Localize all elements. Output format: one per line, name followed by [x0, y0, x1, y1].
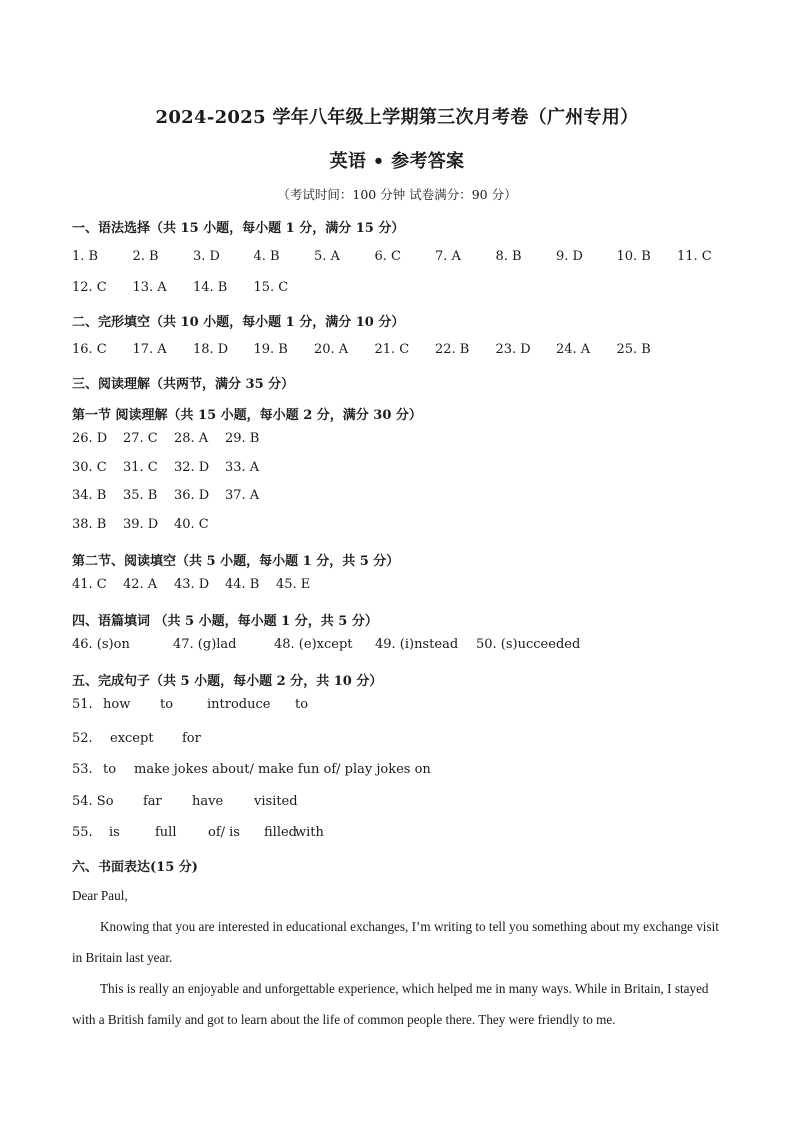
sentence-53 [72, 762, 732, 777]
section-grammar: 一、语法选择（共 15 小题，每小题 1 分，满分 15 分） [72, 221, 405, 236]
exam-title: 2024-2025 学年八年级上学期第三次月考卷（广州专用） [155, 107, 639, 128]
letter-paragraph-2: This is really an enjoyable and unforgettable experience, which helped me in many ways. While in Britain, I stayed with a British family and got to learn about the life of common people there. They were friendly to me. [72, 981, 709, 1027]
answer-item: 43. D [174, 577, 210, 592]
answer-item: 9. D [556, 249, 583, 264]
answer-row-8 [72, 577, 732, 592]
answer-item: 14. B [193, 280, 228, 295]
answer-item: 28. A [174, 431, 209, 446]
sentence-word: 53. [72, 762, 93, 777]
answer-item: 18. D [193, 342, 229, 357]
answer-row-4 [72, 431, 732, 446]
answer-item: 44. B [225, 577, 260, 592]
answer-row-6 [72, 488, 732, 503]
section-writing: 六、书面表达(15 分) [72, 860, 198, 875]
answer-item: 5. A [314, 249, 340, 264]
answer-row-2 [72, 280, 732, 295]
answer-item: 24. A [556, 342, 591, 357]
sentence-word: far [143, 794, 162, 809]
answer-item: 38. B [72, 517, 107, 532]
answer-item: 48. (e)xcept [274, 637, 353, 652]
sentence-word: to [295, 697, 309, 712]
sentence-word: make jokes about/ make fun of/ play jokes on [134, 762, 431, 777]
sentence-word: of/ is [208, 825, 240, 840]
answer-item: 46. (s)on [72, 637, 130, 652]
answer-item: 30. C [72, 460, 107, 475]
answer-item: 42. A [123, 577, 158, 592]
sentence-55 [72, 825, 732, 840]
answer-item: 3. D [193, 249, 220, 264]
answer-item: 7. A [435, 249, 461, 264]
answer-item: 29. B [225, 431, 260, 446]
exam-meta: （考试时间：100 分钟 试卷满分：90 分） [277, 187, 517, 202]
answer-item: 21. C [374, 342, 410, 357]
sentence-word: have [192, 794, 224, 809]
answer-item: 34. B [72, 488, 107, 503]
answer-item: 19. B [253, 342, 288, 357]
sentence-52 [72, 731, 732, 746]
section-sentences: 五、完成句子（共 5 小题，每小题 2 分，共 10 分） [72, 674, 383, 689]
answer-item: 47. (g)lad [173, 637, 237, 652]
answer-item: 33. A [225, 460, 260, 475]
sentence-word: how [103, 697, 131, 712]
answer-item: 2. B [132, 249, 159, 264]
answer-item: 50. (s)ucceeded [476, 637, 581, 652]
answer-item: 10. B [616, 249, 651, 264]
answer-item: 39. D [123, 517, 159, 532]
answer-item: 15. C [253, 280, 289, 295]
answer-item: 20. A [314, 342, 349, 357]
answer-item: 22. B [435, 342, 470, 357]
answer-item: 16. C [72, 342, 107, 357]
sentence-word: full [155, 825, 177, 840]
answer-item: 4. B [253, 249, 280, 264]
sentence-word: to [103, 762, 117, 777]
sentence-word: with [295, 825, 324, 840]
letter-greeting: Dear Paul, [72, 888, 128, 903]
answer-item: 23. D [495, 342, 531, 357]
answer-item: 40. C [174, 517, 209, 532]
answer-item: 27. C [123, 431, 158, 446]
sentence-word: 52. [72, 731, 93, 746]
section-cloze: 二、完形填空（共 10 小题，每小题 1 分，满分 10 分） [72, 315, 405, 330]
answer-item: 1. B [72, 249, 99, 264]
answer-item: 37. A [225, 488, 260, 503]
answer-item: 13. A [132, 280, 167, 295]
answer-row-5 [72, 460, 732, 475]
sentence-51 [72, 697, 732, 712]
section-word-fill: 四、语篇填词 （共 5 小题，每小题 1 分，共 5 分） [72, 614, 378, 629]
answer-item: 41. C [72, 577, 107, 592]
section-reading-part2: 第二节、阅读填空（共 5 小题，每小题 1 分，共 5 分） [72, 554, 400, 569]
answer-item: 12. C [72, 280, 107, 295]
sentence-word: is [109, 825, 120, 840]
sentence-word: except [110, 731, 154, 746]
answer-row-7 [72, 517, 732, 532]
model-essay [72, 880, 722, 1035]
sentence-word: for [182, 731, 201, 746]
answer-item: 8. B [495, 249, 522, 264]
answer-item: 31. C [123, 460, 158, 475]
answer-item: 25. B [616, 342, 651, 357]
section-reading-part1: 第一节 阅读理解（共 15 小题，每小题 2 分，满分 30 分） [72, 408, 422, 423]
answer-item: 49. (i)nstead [375, 637, 459, 652]
answer-row-1 [72, 249, 732, 264]
sentence-word: 54. So [72, 794, 114, 809]
answer-item: 35. B [123, 488, 158, 503]
answer-item: 11. C [677, 249, 712, 264]
answer-item: 26. D [72, 431, 108, 446]
sentence-54 [72, 794, 732, 809]
answer-row-3 [72, 342, 732, 357]
section-reading: 三、阅读理解（共两节，满分 35 分） [72, 377, 295, 392]
answer-item: 36. D [174, 488, 210, 503]
answer-item: 6. C [374, 249, 401, 264]
letter-paragraph-1: Knowing that you are interested in educational exchanges, I’m writing to tell you something about my exchange visit in Britain last year. [72, 919, 719, 965]
answer-item: 32. D [174, 460, 210, 475]
sentence-word: visited [254, 794, 298, 809]
sentence-word: filled [264, 825, 298, 840]
sentence-word: 51. [72, 697, 93, 712]
sentence-word: to [160, 697, 174, 712]
answer-item: 17. A [132, 342, 167, 357]
sentence-word: 55. [72, 825, 93, 840]
answer-row-9 [72, 637, 732, 652]
sentence-word: introduce [207, 697, 271, 712]
answer-item: 45. E [276, 577, 311, 592]
exam-subtitle: 英语 • 参考答案 [329, 151, 465, 172]
